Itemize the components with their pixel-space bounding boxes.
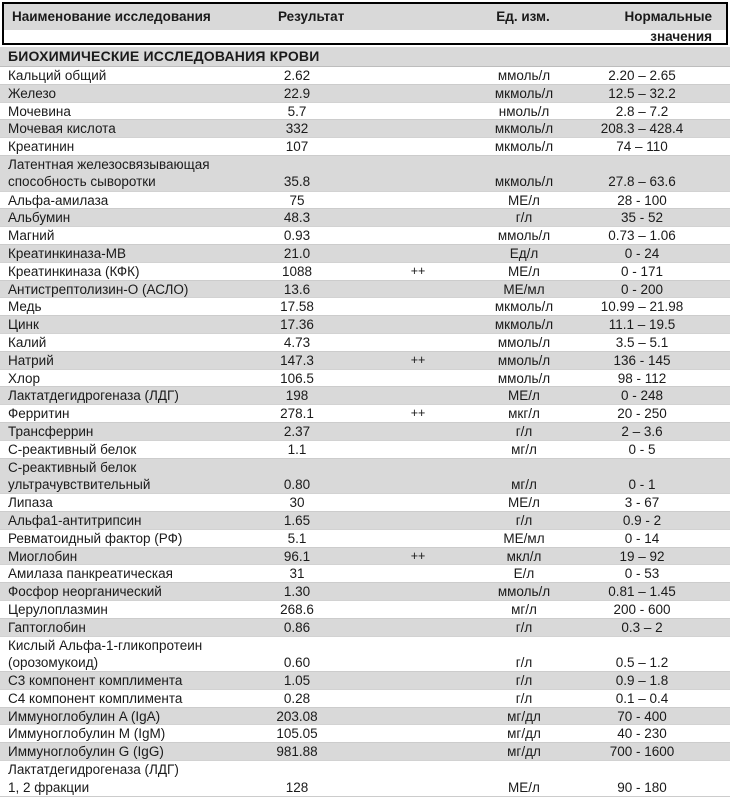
units-cell: Ед/л [509,245,539,261]
units-cell: МЕ/л [508,495,540,511]
abnormal-flag-cell [342,298,480,316]
abnormal-flag-cell [342,565,480,583]
test-name-line: С-реактивный белок [8,441,137,457]
normal-range-cell: 0.9 – 1.8 [615,673,669,689]
result-cell: 0.86 [283,619,311,635]
abnormal-flag-cell [342,103,480,121]
abnormal-flag-cell: ++ [410,406,426,421]
test-name-cell [0,370,252,388]
units-cell: мг/л [511,441,537,457]
abnormal-flag-cell [342,512,480,530]
abnormal-flag-cell: ++ [410,263,426,278]
test-name-line: ультрачувствительный [8,477,151,493]
result-cell: 1.05 [283,673,311,689]
table-row [0,209,730,227]
test-name-line: С4 компонент комплимента [8,690,183,706]
units-cell: мкл/л [506,548,542,564]
test-name-line: Мочевина [8,103,71,119]
abnormal-flag-cell [342,67,480,85]
result-cell: 0.60 [283,655,311,670]
test-name-cell [0,245,252,263]
units-cell: мг/дл [507,708,541,724]
result-cell: 278.1 [280,406,314,422]
result-cell: 0.80 [283,477,311,493]
units-cell: ммоль/л [497,228,551,244]
units-cell: ммоль/л [497,352,551,368]
table-row [0,743,730,761]
test-name-cell [0,423,252,441]
normal-range-cell: 40 - 230 [617,726,667,742]
test-name-line: С-реактивный белок [8,459,137,475]
abnormal-flag-cell [342,387,480,405]
normal-range-cell: 0 - 248 [620,388,664,404]
column-header-normal-values-line1: Нормальные [624,9,712,24]
result-cell: 1088 [281,263,313,279]
table-header-line1 [4,4,726,30]
normal-range-cell: 12.5 – 32.2 [608,85,676,101]
normal-range-cell: 0.81 – 1.45 [608,584,676,600]
test-name-cell [0,708,252,726]
units-cell: мг/л [511,477,537,493]
normal-range-cell: 0 - 24 [624,245,660,261]
test-name-cell [0,548,252,566]
abnormal-flag-cell [342,138,480,156]
table-row [0,263,730,281]
abnormal-flag-cell [342,583,480,601]
table-row [0,423,730,441]
table-row [0,459,730,495]
normal-range-cell: 0 - 14 [624,530,660,546]
table-row [0,725,730,743]
normal-range-cell: 2.20 – 2.65 [608,68,676,83]
units-cell: МЕ/л [508,388,540,404]
normal-range-cell: 35 - 52 [620,210,664,226]
units-cell: мг/дл [507,726,541,742]
test-name-line: Креатинин [8,139,75,155]
test-name-cell [0,761,252,796]
normal-range-cell: 70 - 400 [617,708,667,724]
table-row [0,619,730,637]
normal-range-cell: 20 - 250 [617,406,667,422]
test-name-cell [0,138,252,156]
normal-range-cell: 2.8 – 7.2 [615,103,669,119]
test-name-cell [0,120,252,138]
units-cell: г/л [515,673,533,689]
normal-range-cell: 2 – 3.6 [621,423,663,439]
table-row [0,441,730,459]
column-header-result: Результат [278,9,345,24]
test-name-line: Иммуноглобулин G (IgG) [8,744,164,760]
units-cell: нмоль/л [498,103,550,119]
units-cell: г/л [515,210,533,226]
test-name-line: Медь [8,299,42,315]
units-cell: ммоль/л [497,370,551,386]
table-row [0,530,730,548]
test-name-cell [0,530,252,548]
abnormal-flag-cell [342,690,480,708]
abnormal-flag-cell [342,209,480,227]
test-name-cell [0,281,252,299]
units-cell: ммоль/л [497,68,551,83]
test-name-line: Цинк [8,317,39,333]
normal-range-cell: 0 - 1 [628,477,656,493]
units-cell: Е/л [513,566,535,582]
test-name-line: Иммуноглобулин M (IgM) [8,726,166,742]
abnormal-flag-cell: ++ [410,352,426,367]
abnormal-flag-cell [342,708,480,726]
units-cell: МЕ/л [508,192,540,208]
abnormal-flag-cell [342,370,480,388]
test-name-cell [0,352,252,370]
normal-range-cell: 90 - 180 [617,779,667,795]
abnormal-flag-cell: ++ [410,548,426,563]
abnormal-flag-cell [342,619,480,637]
units-cell: мкмоль/л [494,139,554,155]
result-cell: 268.6 [280,601,314,617]
result-cell: 105.05 [276,726,318,742]
normal-range-cell: 19 – 92 [619,548,665,564]
table-row [0,548,730,566]
normal-range-cell: 3 - 67 [624,495,660,511]
table-row [0,601,730,619]
test-name-cell [0,601,252,619]
units-cell: МЕ/л [508,779,540,795]
test-name-line: Латентная железосвязывающая [8,156,210,172]
test-name-cell [0,334,252,352]
table-row [0,494,730,512]
table-row [0,85,730,103]
abnormal-flag-cell [342,672,480,690]
result-cell: 30 [289,495,305,511]
test-name-line: Ферритин [8,406,70,422]
test-name-line: Магний [8,228,55,244]
result-cell: 2.37 [283,423,311,439]
test-name-line: Лактатдегидрогеназа (ЛДГ) [8,388,179,404]
abnormal-flag-cell [342,423,480,441]
result-cell: 0.28 [283,690,311,706]
test-name-line: Церулоплазмин [8,601,108,617]
result-cell: 106.5 [280,370,314,386]
result-cell: 203.08 [276,708,318,724]
test-name-line: Кальций общий [8,68,107,83]
test-name-line: С3 компонент комплимента [8,673,183,689]
result-cell: 332 [285,121,309,137]
normal-range-cell: 0.5 – 1.2 [615,655,669,670]
table-header [2,2,728,45]
test-name-line: Кислый Альфа-1-гликопротеин [8,637,203,653]
test-name-line: Фосфор неорганический [8,584,162,600]
test-name-cell [0,67,252,85]
result-cell: 0.93 [283,228,311,244]
results-table-body [0,67,730,797]
normal-range-cell: 74 – 110 [616,139,668,155]
test-name-line: Натрий [8,352,54,368]
test-name-cell [0,512,252,530]
table-row [0,370,730,388]
units-cell: г/л [515,512,533,528]
test-name-cell [0,565,252,583]
test-name-cell [0,494,252,512]
normal-range-cell: 11.1 – 19.5 [608,317,676,333]
table-row [0,583,730,601]
abnormal-flag-cell [342,192,480,210]
test-name-line: Креатинкиназа-МВ [8,245,126,261]
test-name-cell [0,619,252,637]
table-row [0,334,730,352]
test-name-cell [0,103,252,121]
result-cell: 17.36 [280,317,314,333]
result-cell: 4.73 [283,334,311,350]
result-cell: 5.1 [287,530,307,546]
table-row [0,405,730,423]
table-row [0,761,730,797]
normal-range-cell: 0 - 171 [620,263,664,279]
table-row [0,120,730,138]
test-name-line: Калий [8,334,47,350]
test-name-cell [0,227,252,245]
abnormal-flag-cell [342,441,480,459]
result-cell: 1.30 [283,584,311,600]
test-name-cell [0,192,252,210]
result-cell: 5.7 [287,103,307,119]
test-name-cell [0,263,252,281]
test-name-cell [0,583,252,601]
abnormal-flag-cell [342,281,480,299]
units-cell: мкмоль/л [494,317,554,333]
units-cell: ммоль/л [497,334,551,350]
units-cell: г/л [515,690,533,706]
table-row [0,690,730,708]
result-cell: 96.1 [283,548,311,564]
test-name-line: способность сыворотки [8,174,156,190]
test-name-cell [0,672,252,690]
test-name-cell [0,387,252,405]
units-cell: г/л [515,655,533,670]
units-cell: ммоль/л [497,584,551,600]
test-name-cell [0,298,252,316]
test-name-cell [0,316,252,334]
test-name-cell [0,637,252,672]
test-name-cell [0,209,252,227]
test-name-line: 1, 2 фракции [8,779,90,795]
abnormal-flag-cell [342,227,480,245]
normal-range-cell: 208.3 – 428.4 [600,121,684,137]
abnormal-flag-cell [342,334,480,352]
test-name-cell [0,85,252,103]
result-cell: 17.58 [280,299,314,315]
test-name-line: Антистрептолизин-О (АСЛО) [8,281,189,297]
column-header-test-name: Наименование исследования [12,9,211,24]
units-cell: мг/л [511,601,537,617]
result-cell: 147.3 [280,352,314,368]
units-cell: мкмоль/л [494,299,554,315]
normal-range-cell: 3.5 – 5.1 [615,334,669,350]
test-name-line: Гаптоглобин [8,619,86,635]
section-header-biochemistry: БИОХИМИЧЕСКИЕ ИССЛЕДОВАНИЯ КРОВИ [0,47,730,67]
result-cell: 75 [289,192,305,208]
test-name-line: Альфа1-антитрипсин [8,512,142,528]
units-cell: мкмоль/л [494,174,554,190]
normal-range-cell: 0 - 53 [624,566,660,582]
normal-range-cell: 98 - 112 [617,370,667,386]
test-name-line: Альфа-амилаза [8,192,109,208]
table-row [0,103,730,121]
test-name-line: Мочевая кислота [8,121,116,137]
test-name-line: Миоглобин [8,548,78,564]
result-cell: 48.3 [283,210,311,226]
normal-range-cell: 700 - 1600 [609,744,675,760]
normal-range-cell: 0.3 – 2 [621,619,663,635]
result-cell: 981.88 [276,744,318,760]
table-row [0,156,730,192]
test-name-line: Хлор [8,370,41,386]
test-name-cell [0,441,252,459]
abnormal-flag-cell [342,601,480,619]
test-name-line: Иммуноглобулин A (IgA) [8,708,161,724]
test-name-line: Железо [8,85,56,101]
table-row [0,352,730,370]
result-cell: 198 [285,388,309,404]
normal-range-cell: 10.99 – 21.98 [600,299,684,315]
abnormal-flag-cell [342,494,480,512]
units-cell: МЕ/мл [503,281,545,297]
result-cell: 107 [285,139,309,155]
test-name-line: Липаза [8,495,53,511]
table-row [0,298,730,316]
abnormal-flag-cell [342,245,480,263]
test-name-line: Лактатдегидрогеназа (ЛДГ) [8,762,179,778]
test-name-cell [0,156,252,191]
units-cell: мг/дл [507,744,541,760]
table-row [0,281,730,299]
abnormal-flag-cell [342,85,480,103]
test-name-cell [0,459,252,494]
result-cell: 21.0 [283,245,311,261]
test-name-line: Трансферрин [8,423,94,439]
test-name-cell [0,725,252,743]
result-cell: 128 [285,779,309,795]
table-header-line2 [4,30,726,43]
result-cell: 1.65 [283,512,311,528]
table-row [0,67,730,85]
normal-range-cell: 0 - 200 [620,281,664,297]
normal-range-cell: 200 - 600 [613,601,671,617]
result-cell: 2.62 [283,68,311,83]
normal-range-cell: 27.8 – 63.6 [608,174,676,190]
table-row [0,637,730,673]
table-row [0,387,730,405]
test-name-line: (орозомукоид) [8,655,99,670]
table-row [0,192,730,210]
result-cell: 1.1 [287,441,307,457]
table-row [0,245,730,263]
test-name-line: Ревматоидный фактор (РФ) [8,530,183,546]
units-cell: МЕ/л [508,263,540,279]
normal-range-cell: 0 - 5 [628,441,656,457]
test-name-cell [0,743,252,761]
result-cell: 13.6 [283,281,311,297]
test-name-line: Амилаза панкреатическая [8,566,173,582]
normal-range-cell: 28 - 100 [617,192,667,208]
table-row [0,672,730,690]
units-cell: МЕ/мл [503,530,545,546]
table-row [0,138,730,156]
normal-range-cell: 0.9 - 2 [622,512,662,528]
normal-range-cell: 136 - 145 [613,352,671,368]
test-name-line: Альбумин [8,210,71,226]
normal-range-cell: 0.73 – 1.06 [608,228,676,244]
abnormal-flag-cell [342,725,480,743]
abnormal-flag-cell [342,530,480,548]
units-cell: мкмоль/л [494,85,554,101]
result-cell: 31 [289,566,305,582]
normal-range-cell: 0.1 – 0.4 [615,690,669,706]
test-name-cell [0,405,252,423]
table-row [0,512,730,530]
test-name-cell [0,690,252,708]
table-row [0,708,730,726]
table-row [0,316,730,334]
test-name-line: Креатинкиназа (КФК) [8,263,140,279]
abnormal-flag-cell [342,120,480,138]
result-cell: 35.8 [283,174,311,190]
units-cell: г/л [515,423,533,439]
column-header-units: Ед. изм. [496,9,550,24]
table-row [0,227,730,245]
abnormal-flag-cell [342,743,480,761]
result-cell: 22.9 [283,85,311,101]
abnormal-flag-cell [342,316,480,334]
column-header-normal-values-line2: значения [650,29,712,44]
table-row [0,565,730,583]
units-cell: г/л [515,619,533,635]
units-cell: мкмоль/л [494,121,554,137]
units-cell: мкг/л [508,406,540,422]
